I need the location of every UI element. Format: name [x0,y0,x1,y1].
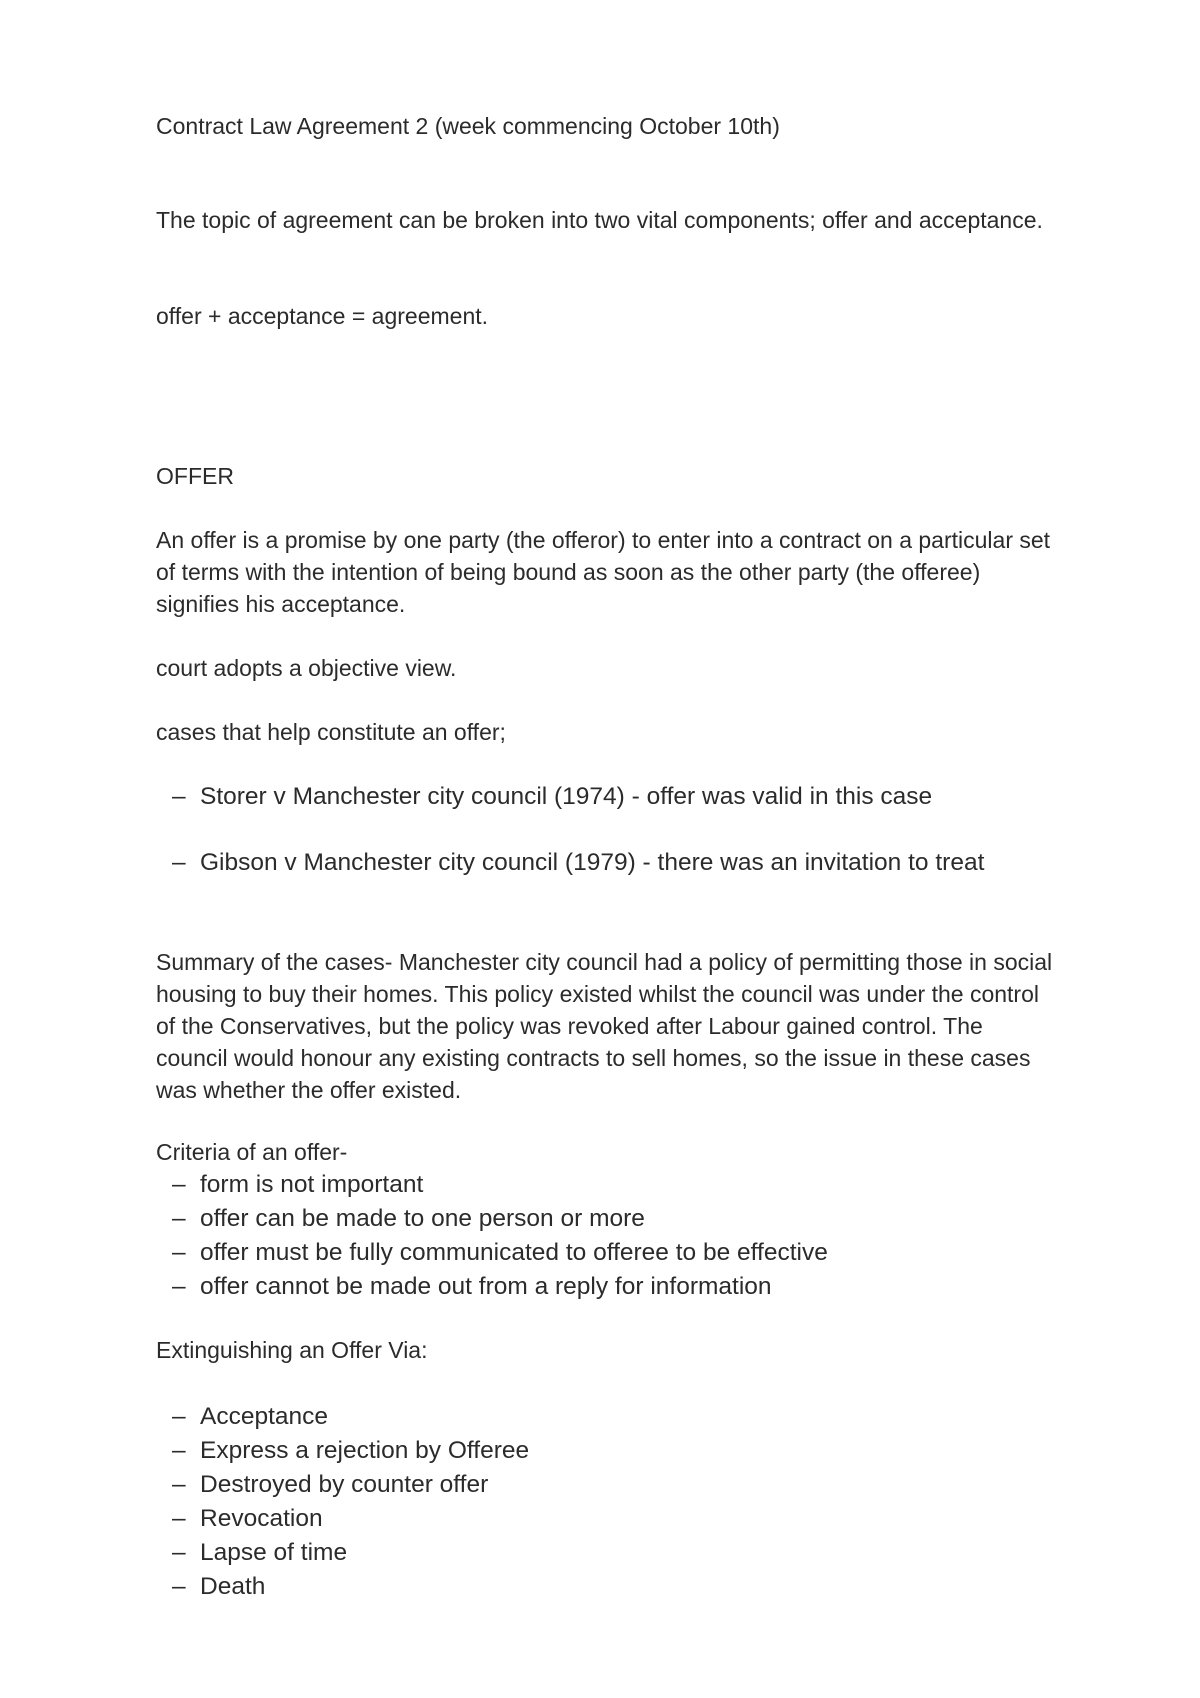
extinguishing-list [156,1400,1056,1604]
case-text: Gibson v Manchester city council (1979) - there was an invitation to treat [200,849,985,876]
dash-bullet-icon: – [172,1471,186,1498]
cases-intro: cases that help constitute an offer; [156,719,506,745]
extinguishing-text: Revocation [200,1505,323,1532]
extinguishing-text: Acceptance [200,1403,329,1430]
case-text: Storer v Manchester city council (1974) - offer was valid in this case [200,783,933,810]
dash-bullet-icon: – [172,783,186,810]
extinguishing-heading: Extinguishing an Offer Via: [156,1337,428,1363]
offer-definition: An offer is a promise by one party (the offeror) to enter into a contract on a particular set of terms with the intention of being bound as soon as the other party (the offeree) signifies his acceptance. [156,527,1051,617]
court-view-line: court adopts a objective view. [156,655,457,681]
cases-list [156,780,1056,880]
extinguishing-text: Death [200,1573,266,1600]
document-title: Contract Law Agreement 2 (week commencing October 10th) [156,113,780,139]
cases-summary: Summary of the cases- Manchester city council had a policy of permitting those in social housing to buy their homes. This policy existed whilst the council was under the control of the Conservatives, but the policy was revoked after Labour gained control. The council would honour any existing contracts to sell homes, so the issue in these cases was whether the offer existed. [156,949,1053,1103]
list-item [156,1570,1056,1604]
dash-bullet-icon: – [172,1505,186,1532]
criteria-list [156,1168,1056,1304]
list-item [156,846,1056,880]
dash-bullet-icon: – [172,1573,186,1600]
dash-bullet-icon: – [172,1171,186,1198]
formula-line: offer + acceptance = agreement. [156,303,489,329]
list-item [156,1468,1056,1502]
list-item [156,1536,1056,1570]
list-item [156,1270,1056,1304]
extinguishing-text: Lapse of time [200,1539,348,1566]
dash-bullet-icon: – [172,1437,186,1464]
criteria-text: offer can be made to one person or more [200,1205,645,1232]
list-item [156,1400,1056,1434]
intro-paragraph: The topic of agreement can be broken into two vital components; offer and acceptance. [156,207,1043,233]
dash-bullet-icon: – [172,1403,186,1430]
criteria-text: offer cannot be made out from a reply for information [200,1273,772,1300]
dash-bullet-icon: – [172,849,186,876]
criteria-heading: Criteria of an offer- [156,1139,348,1165]
list-item [156,1502,1056,1536]
extinguishing-text: Express a rejection by Offeree [200,1437,530,1464]
dash-bullet-icon: – [172,1205,186,1232]
dash-bullet-icon: – [172,1273,186,1300]
criteria-text: form is not important [200,1171,424,1198]
criteria-text: offer must be fully communicated to offeree to be effective [200,1239,828,1266]
extinguishing-text: Destroyed by counter offer [200,1471,489,1498]
offer-heading: OFFER [156,463,234,489]
list-item [156,1236,1056,1270]
list-item [156,1434,1056,1468]
list-item [156,1202,1056,1236]
list-item [156,1168,1056,1202]
list-item [156,780,1056,814]
dash-bullet-icon: – [172,1239,186,1266]
dash-bullet-icon: – [172,1539,186,1566]
